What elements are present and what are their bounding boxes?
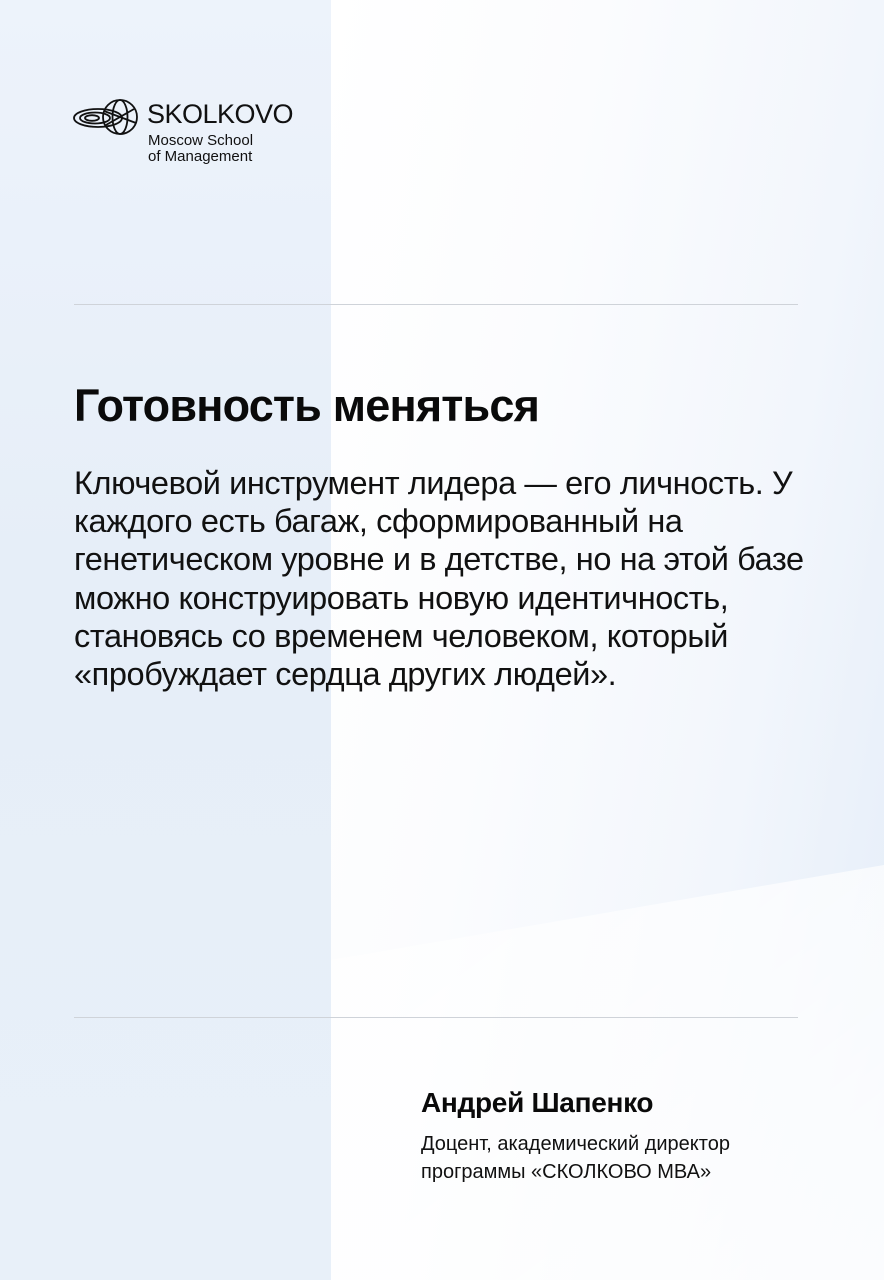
bottom-divider [74,1017,798,1018]
logo-subtitle [148,133,253,165]
author-role: Доцент, академический директор программы «СКОЛКОВО МВА» [421,1133,730,1183]
author-name: Андрей Шапенко [421,1087,654,1118]
skolkovo-logo [72,95,312,170]
top-divider [74,304,798,305]
headline: Готовность меняться [74,380,540,431]
logo-subtitle-line2: of Management [148,148,253,165]
quote-body: Ключевой инструмент лидера — его личность. У каждого есть багаж, сформированный на генетическом уровне и в детстве, но на этой базе можно конструировать новую идентичность, становясь со временем человеком, который «пробуждает сердца других людей». [74,465,804,693]
logo-title: SKOLKOVO [147,99,294,129]
author-block [421,1084,841,1186]
globe-orbit-icon [72,95,144,139]
logo-subtitle-line1: Moscow School [148,132,254,149]
